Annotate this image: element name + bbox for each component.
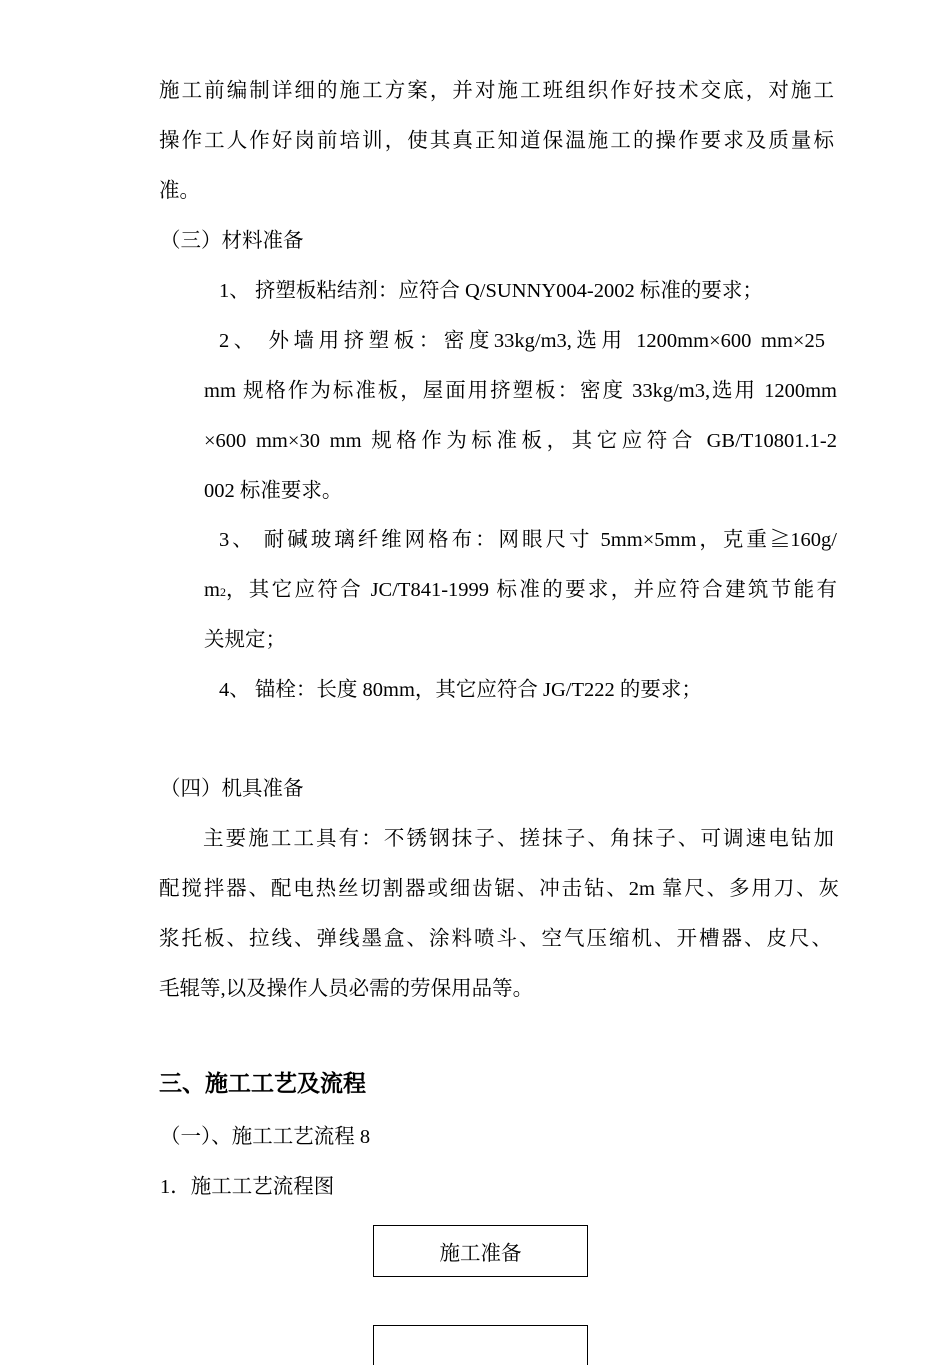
paragraph-line: 准。 [159,180,200,202]
subsection-item: 1．施工工艺流程图 [160,1176,335,1198]
section-title-materials: （三）材料准备 [160,230,304,252]
paragraph-line: 施工前编制详细的施工方案，并对施工班组织作好技术交底，对施工 [159,80,834,102]
paragraph-line: 毛辊等,以及操作人员必需的劳保用品等。 [159,978,534,1000]
list-item-xps-board-cont: mm 规格作为标准板，屋面用挤塑板：密度 33kg/m3,选用 1200mm [204,380,837,402]
list-item-mesh-cloth-cont: 关规定； [204,629,286,651]
unit-text: m [204,579,220,601]
flowchart-box-next [373,1325,588,1365]
list-item-mesh-cloth-cont [204,577,837,603]
flowchart-box-label: 施工准备 [439,1243,522,1265]
paragraph-line: 浆托板、拉线、弹线墨盒、涂料喷斗、空气压缩机、开槽器、皮尺、 [159,928,832,950]
flowchart-box-preparation [373,1225,588,1277]
list-item-xps-board-cont: ×600 mm×30 mm 规格作为标准板，其它应符合 GB/T10801.1-2 [204,430,837,452]
list-item-xps-board-cont: 002 标准要求。 [204,480,343,502]
subsection-title: （一）、施工工艺流程 8 [160,1126,371,1148]
paragraph-line: 操作工人作好岗前培训，使其真正知道保温施工的操作要求及质量标 [159,130,834,152]
unit-superscript: 2 [219,585,226,599]
paragraph-line: 主要施工工具有：不锈钢抹子、搓抹子、角抹子、可调速电钻加 [203,828,834,850]
list-item-anchor-bolt: 4、 锚栓：长度 80mm，其它应符合 JG/T222 的要求； [219,679,702,701]
chapter-heading: 三、施工工艺及流程 [159,1071,366,1096]
paragraph-line: 配搅拌器、配电热丝切割器或细齿锯、冲击钻、2m 靠尺、多用刀、灰 [159,878,839,900]
section-title-tools: （四）机具准备 [160,778,304,800]
list-item-adhesive: 1、 挤塑板粘结剂：应符合 Q/SUNNY004-2002 标准的要求； [219,280,763,302]
list-item-xps-board: 2、 外墙用挤塑板：密度33kg/m3,选用 1200mm×600 mm×25 [219,330,825,352]
list-item-mesh-cloth: 3、 耐碱玻璃纤维网格布：网眼尺寸 5mm×5mm，克重≧160g/ [219,529,837,551]
mesh-cloth-text: ，其它应符合 JC/T841-1999 标准的要求，并应符合建筑节能有 [225,579,837,601]
